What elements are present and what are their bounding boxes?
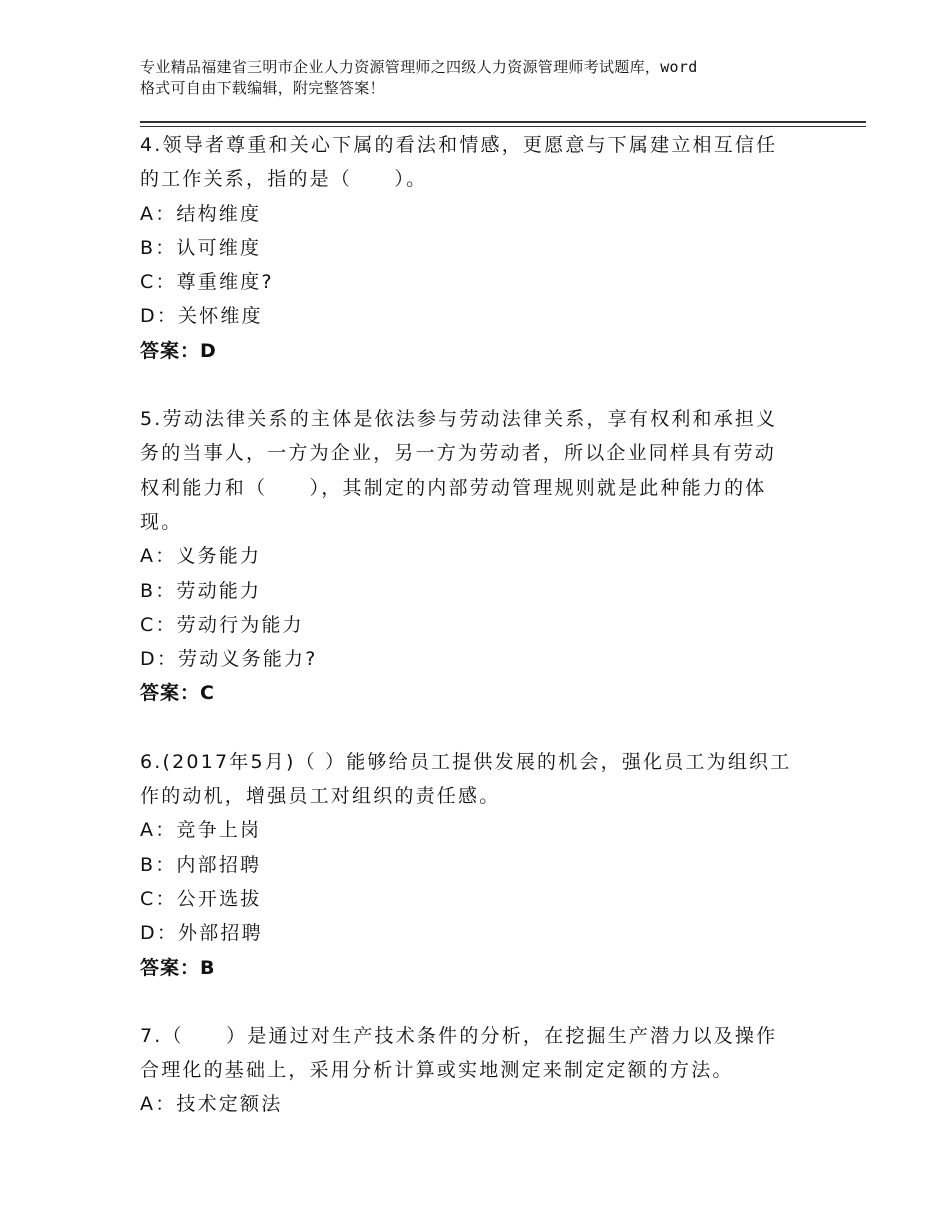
question-stem-line: 5.劳动法律关系的主体是依法参与劳动法律关系，享有权利和承担义: [140, 408, 778, 431]
question-stem-line: 的工作关系，指的是（ ）。: [140, 168, 428, 191]
spacer: [140, 711, 830, 745]
question-stem-line: 4.领导者尊重和关心下属的看法和情感，更愿意与下属建立相互信任: [140, 134, 778, 156]
question-4: [140, 128, 830, 368]
header-line-2: 格式可自由下载编辑，附完整答案！: [140, 79, 385, 97]
option-b: B：内部招聘: [140, 853, 262, 876]
option-a: A：义务能力: [140, 545, 262, 568]
question-stem-line: 权利能力和（ ），其制定的内部劳动管理规则就是此种能力的体: [140, 476, 767, 499]
answer: 答案：C: [140, 682, 215, 705]
option-b: B：劳动能力: [140, 579, 262, 602]
option-d: D：外部招聘: [140, 922, 263, 945]
option-b: B：认可维度: [140, 236, 262, 259]
header-rule-thick: [140, 121, 866, 123]
option-c: C：公开选拔: [140, 887, 262, 910]
option-c: C：劳动行为能力: [140, 613, 304, 636]
question-5: [140, 402, 830, 711]
question-stem-line: 作的动机，增强员工对组织的责任感。: [140, 785, 501, 808]
option-a: A：竞争上岗: [140, 819, 262, 842]
question-list: [140, 128, 830, 1122]
option-d: D：劳动义务能力?: [140, 648, 318, 671]
question-stem-line: 6.(2017年5月)（ ）能够给员工提供发展的机会，强化员工为组织工: [140, 750, 792, 773]
option-a: A：技术定额法: [140, 1093, 283, 1116]
question-6: [140, 745, 830, 985]
option-a: A：结构维度: [140, 202, 262, 225]
header-rule-thin: [140, 126, 866, 127]
answer: 答案：B: [140, 956, 216, 979]
spacer: [140, 368, 830, 402]
option-c: C：尊重维度?: [140, 271, 274, 294]
spacer: [140, 985, 830, 1019]
question-stem-line: 7.（ ）是通过对生产技术条件的分析，在挖掘生产潜力以及操作: [140, 1024, 778, 1047]
document-header: [140, 57, 830, 99]
question-7: [140, 1019, 830, 1122]
header-line-1: 专业精品福建省三明市企业人力资源管理师之四级人力资源管理师考试题库，word: [140, 58, 698, 76]
question-stem-line: 现。: [140, 510, 183, 533]
question-stem-line: 合理化的基础上，采用分析计算或实地测定来制定定额的方法。: [140, 1059, 734, 1082]
question-stem-line: 务的当事人，一方为企业，另一方为劳动者，所以企业同样具有劳动: [140, 442, 777, 465]
answer: 答案：D: [140, 339, 217, 362]
option-d: D：关怀维度: [140, 305, 263, 328]
